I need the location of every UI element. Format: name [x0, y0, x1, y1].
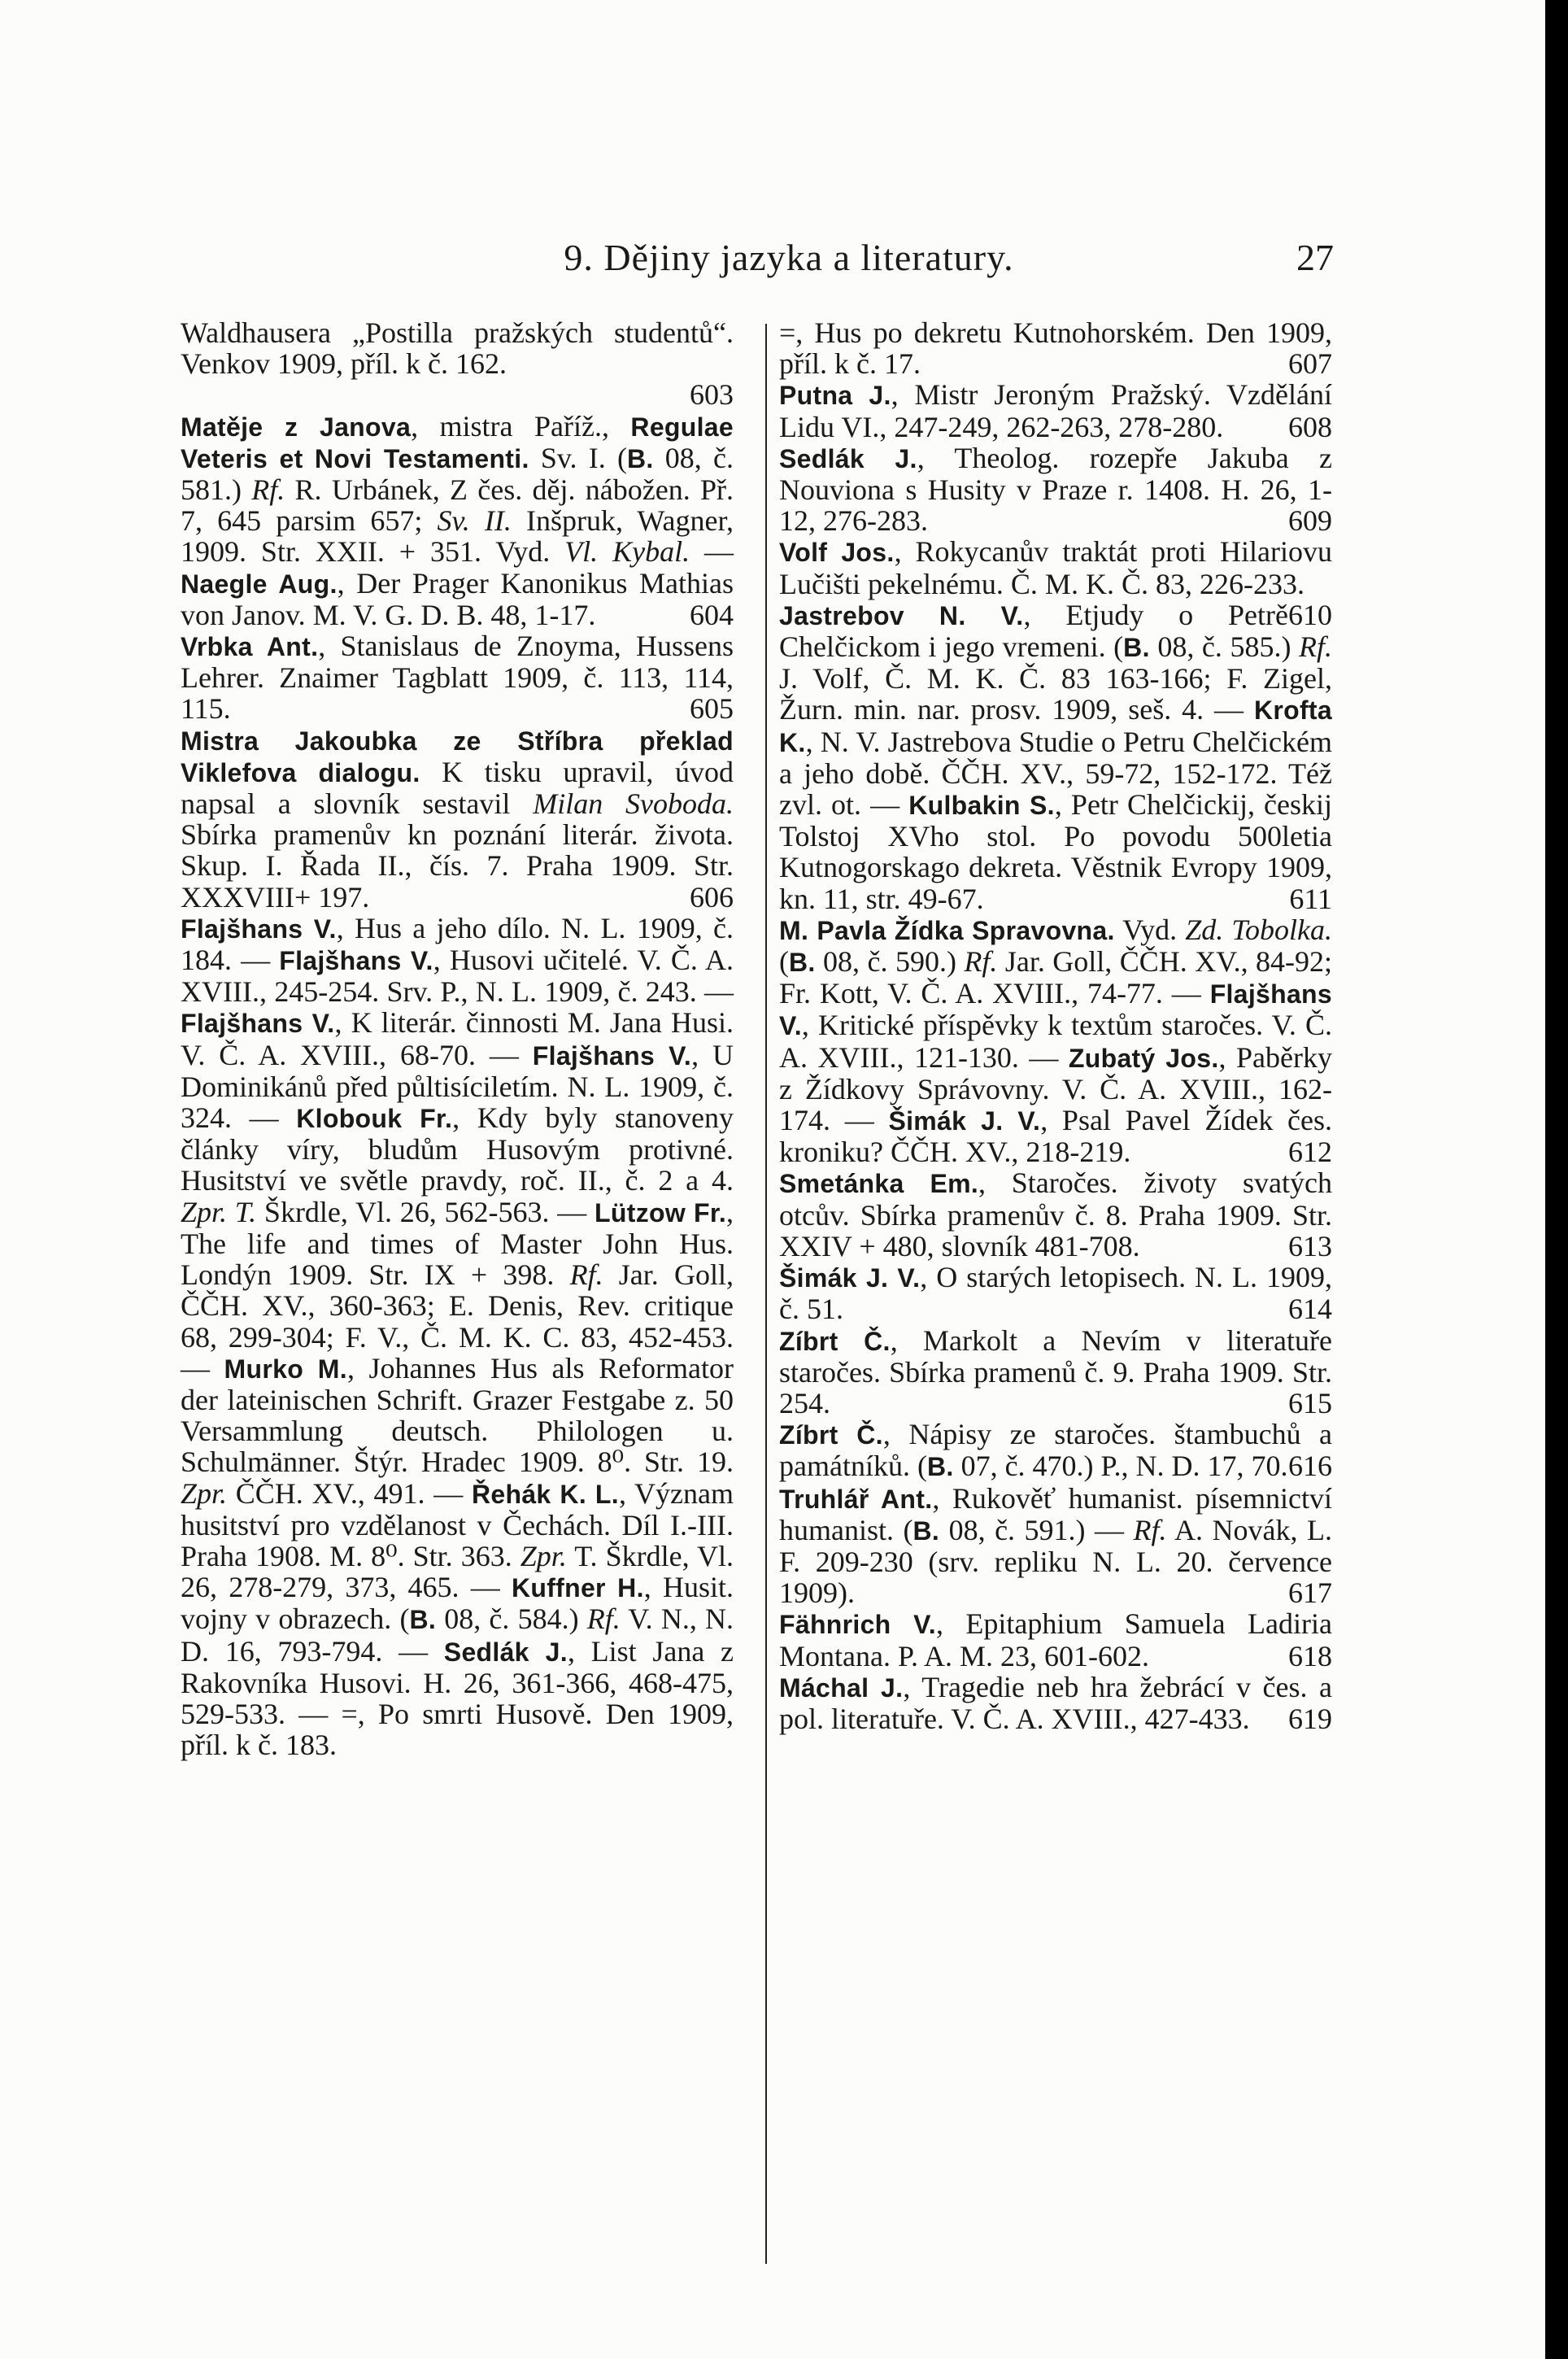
entry-611	[779, 600, 1332, 914]
entry-number: 618	[1288, 1639, 1332, 1672]
bib-ref: B.	[409, 1605, 437, 1635]
author-name: Jastrebov N. V.	[779, 600, 1024, 630]
entry-602-continuation	[181, 317, 734, 411]
work-title: Regulae Veteris et Novi Testamenti.	[181, 412, 734, 473]
bib-ref: B.	[789, 948, 816, 978]
entry-text: , Rukověť humanist. písemnictví humanist. (	[779, 1481, 1333, 1546]
work-title: M. Pavla Žídka Spravovna.	[779, 915, 1115, 945]
entry-text: , K literár. činnosti M. Jana Husi. V. Č. A. XVIII., 68-70. —	[181, 1006, 734, 1071]
entry-text: , O starých letopisech. N. L. 1909, č. 51.	[779, 1261, 1332, 1326]
author-name: Zíbrt Č.	[779, 1326, 891, 1356]
entry-616	[779, 1419, 1332, 1482]
bib-ref: B.	[1123, 633, 1150, 663]
entry-613	[779, 1167, 1332, 1262]
entry-text: , Tragedie neb hra žebrácí v čes. a pol. literatuře. V. Č. A. XVIII., 427-433.	[779, 1670, 1333, 1735]
rf-abbrev: Rf.	[586, 1602, 621, 1636]
entry-number: 614	[1288, 1293, 1332, 1326]
entry-text: Sv. I. (	[529, 441, 627, 474]
left-column	[181, 317, 734, 1760]
entry-text: , Kdy byly stanoveny články víry, bludům Husovým protivné. Husitství ve světle pravdy, roč. II., č. 2 a 4.	[181, 1101, 734, 1197]
author-name: Kulbakin S.	[908, 791, 1055, 821]
entry-text: , Husit. vojny v obrazech. (	[181, 1571, 734, 1636]
entry-605	[181, 630, 734, 725]
editor-italic: Vl. Kybal.	[564, 535, 690, 569]
entry-text: , Epitaphium Samuela Ladiria Montana. P. A. M. 23, 601-602.	[779, 1607, 1332, 1672]
author-name: Kuffner H.	[511, 1573, 644, 1603]
entry-text: J. Volf, Č. M. K. Č. 83 163-166; F. Zigel, Žurn. min. nar. prosv. 1909, seš. 4. —	[779, 662, 1332, 726]
entry-615	[779, 1325, 1332, 1419]
entry-text: Jar. Goll, ČČH. XV., 84-92; Fr. Kott, V. Č. A. XVIII., 74-77. —	[779, 945, 1333, 1010]
entry-text: , Kritické příspěvky k textům staročes. V. Č. A. XVIII., 121-130. —	[779, 1009, 1332, 1074]
entry-text: , Nápisy ze staročes. štambuchů a památníků. (	[779, 1418, 1333, 1483]
work-title: Mistra Jakoubka ze Stříbra překlad Viklefova dialogu.	[181, 726, 734, 787]
entry-text: Jar. Goll, ČČH. XV., 360-363; E. Denis, Rev. critique 68, 299-304; F. V., Č. M. K. C. 83, 452-453. —	[181, 1258, 734, 1384]
chapter-title: 9. Dějiny jazyka a literatury.	[564, 237, 1014, 278]
rf-abbrev: Rf.	[569, 1258, 603, 1292]
author-name: Flajšhans V.	[532, 1040, 692, 1070]
entry-number: 613	[1288, 1229, 1332, 1262]
entry-text: , U Dominikánů před půltisíciletím. N. L. 1909, č. 324. —	[181, 1038, 734, 1135]
entry-number: 617	[1288, 1576, 1332, 1610]
entry-619	[779, 1672, 1332, 1734]
rf-abbrev: Rf.	[964, 945, 998, 979]
volume-italic: Sv. II.	[437, 504, 512, 538]
editor-italic: Zd. Tobolka.	[1185, 913, 1333, 946]
entry-text: Sbírka pramenův kn poznání literár. života. Skup. I. Řada II., čís. 7. Praha 1909. Str. XXXVIII+ 197.	[181, 818, 734, 914]
rf-abbrev: Rf.	[1299, 630, 1333, 664]
entry-612	[779, 914, 1332, 1168]
entry-text: K tisku upravil, úvod napsal a slovník sestavil	[181, 755, 734, 821]
entry-number: 607	[1288, 347, 1332, 381]
entry-text: , Theolog. rozepře Jakuba z Nouviona s Husity v Praze r. 1408. H. 26, 1-12, 276-283.	[779, 441, 1332, 538]
entry-text: —	[690, 535, 734, 569]
author-name: Zíbrt Č.	[779, 1420, 883, 1450]
entry-text: , mistra Paříž.,	[411, 409, 631, 443]
entry-604	[181, 411, 734, 630]
zpr-abbrev: Zpr. T.	[181, 1195, 257, 1228]
editor-italic: Milan Svoboda.	[533, 787, 734, 821]
entry-text: Vyd.	[1114, 913, 1186, 946]
author-name: Truhlář Ant.	[779, 1484, 933, 1514]
entry-number: 616	[1288, 1450, 1332, 1483]
author-name: Sedlák J.	[779, 443, 917, 473]
author-name: Zubatý Jos.	[1068, 1043, 1219, 1073]
author-name: Smetánka Em.	[779, 1169, 979, 1199]
author-name: Flajšhans V.	[181, 1009, 335, 1039]
entry-text: , Rokycanův traktát proti Hilariovu Lučišti pekelnému. Č. M. K. Č. 83, 226-233.	[779, 535, 1332, 600]
entry-607	[181, 913, 734, 1760]
entry-text: , Etjudy o Petrě Chelčickom i jego vremeni. (	[779, 598, 1289, 664]
author-name: Šimák J. V.	[779, 1263, 921, 1293]
author-name: Lützow Fr.	[595, 1197, 727, 1227]
entry-text: , Význam husitství pro vzdělanost v Čechách. Díl I.-III. Praha 1908. M. 8⁰. Str. 363.	[181, 1476, 734, 1572]
entry-609	[779, 443, 1332, 537]
page-number: 27	[1296, 237, 1334, 278]
entry-614	[779, 1262, 1332, 1324]
entry-text: T. Škrdle, Vl. 26, 278-279, 373, 465. —	[181, 1539, 734, 1604]
entry-617	[779, 1483, 1332, 1609]
entry-text: 08, č. 591.) —	[939, 1513, 1134, 1546]
entry-text: 08, č. 585.)	[1149, 630, 1300, 664]
entry-number: 610	[1288, 598, 1332, 631]
author-name: Volf Jos.	[779, 538, 895, 568]
author-name: Klobouk Fr.	[296, 1104, 453, 1134]
entry-number: 609	[1288, 504, 1332, 538]
entry-text: , Psal Pavel Žídek čes. kroniku? ČČH. XV., 218-219.	[779, 1104, 1332, 1169]
entry-text: , Stanislaus de Znoyma, Hussens Lehrer. Znaimer Tagblatt 1909, č. 113, 114, 115.	[181, 630, 734, 726]
entry-text: , Markolt a Nevím v literatuře staročes. Sbírka pramenů č. 9. Praha 1909. Str. 254.	[779, 1323, 1333, 1419]
author-name: Putna J.	[779, 381, 891, 411]
entry-text: Inšpruk, Wagner, 1909. Str. XXII. + 351. Vyd.	[181, 504, 734, 569]
entry-607-continuation	[779, 317, 1332, 379]
bib-ref: B.	[926, 1452, 954, 1482]
entry-text: Škrdle, Vl. 26, 562-563. —	[256, 1195, 595, 1228]
author-name: Matěje z Janova	[181, 412, 412, 442]
entry-number: 608	[1288, 410, 1332, 443]
entry-number: 606	[690, 880, 734, 914]
zpr-abbrev: Zpr.	[520, 1539, 567, 1572]
entry-number: 619	[1288, 1702, 1332, 1735]
entry-text: 08, č. 590.)	[815, 945, 965, 979]
column-divider	[765, 324, 767, 2264]
running-header	[244, 236, 1334, 301]
entry-number: 604	[690, 598, 734, 631]
author-name: Máchal J.	[779, 1672, 904, 1703]
entry-text: , The life and times of Master John Hus. Londýn 1909. Str. IX + 398.	[181, 1195, 734, 1292]
entry-text: , Husovi učitelé. V. Č. A. XVIII., 245-254. Srv. P., N. L. 1909, č. 243. —	[181, 944, 734, 1009]
entry-number: 611	[1289, 882, 1332, 915]
entry-text: , List Jana z Rakovníka Husovi. H. 26, 361-366, 468-475, 529-533. — =, Po smrti Husově. Den 1909, příl. k č. 183.	[181, 1634, 734, 1762]
author-name: Flajšhans V.	[279, 946, 433, 976]
entry-text: , Der Prager Kanonikus Mathias von Janov. M. V. G. D. B. 48, 1-17.	[181, 566, 734, 631]
author-name: Šimák J. V.	[888, 1106, 1041, 1136]
author-name: Murko M.	[224, 1354, 347, 1384]
entry-text: R. Urbánek, Z čes. děj. nábožen. Př. 7, 645 parsim 657;	[181, 473, 734, 538]
entry-text: , Staročes. životy svatých otcův. Sbírka pramenův č. 8. Praha 1909. Str. XXIV + 480, slovník 481-708.	[779, 1166, 1332, 1262]
author-name: Naegle Aug.	[181, 569, 338, 599]
entry-number: 612	[1288, 1136, 1332, 1169]
entry-text: =, Hus po dekretu Kutnohorském. Den 1909, příl. k č. 17.	[779, 316, 1332, 381]
author-name: Flajšhans V.	[181, 914, 337, 944]
author-name: Krofta K.	[779, 695, 1332, 757]
zpr-abbrev: Zpr.	[181, 1476, 228, 1510]
entry-text: 07, č. 470.) P., N. D. 17, 70.	[953, 1450, 1288, 1483]
author-name: Řehák K. L.	[471, 1479, 619, 1509]
author-name: Fähnrich V.	[779, 1610, 936, 1640]
author-name: Flajšhans V.	[779, 979, 1332, 1041]
entry-text: 08, č. 581.)	[181, 441, 734, 507]
entry-text: , Johannes Hus als Reformator der lateinischen Schrift. Grazer Festgabe z. 50 Versammlung deutsch. Philologen u. Schulmänner. Štýr. Hradec 1909. 8⁰. Str. 19.	[181, 1351, 734, 1479]
entry-608	[779, 379, 1332, 442]
rf-abbrev: Rf.	[1133, 1513, 1167, 1546]
entry-text: 08, č. 584.)	[436, 1602, 587, 1636]
entry-text: , Petr Chelčickij, českij Tolstoj XVho stol. Po povodu 500letia Kutnogorskago dekreta. Věstnik Evropy 1909, kn. 11, str. 49-67.	[779, 788, 1333, 915]
rf-abbrev: Rf.	[251, 473, 285, 507]
entry-text: , N. V. Jastrebova Studie o Petru Chelčickém a jeho době. ČČH. XV., 59-72, 152-172. Též zvl. ot. —	[779, 725, 1332, 822]
entry-text: , Mistr Jeroným Pražský. Vzdělání Lidu VI., 247-249, 262-263, 278-280.	[779, 378, 1332, 443]
entry-text: V. N., N. D. 16, 793-794. —	[181, 1602, 734, 1668]
entry-number: 603	[690, 378, 734, 412]
author-name: Vrbka Ant.	[181, 632, 319, 662]
entry-text: Waldhausera „Postilla pražských studentů“. Venkov 1909, příl. k č. 162.	[181, 316, 734, 381]
entry-606	[181, 725, 734, 913]
entry-text: (	[779, 945, 789, 979]
entry-number: 605	[690, 692, 734, 726]
right-column	[779, 317, 1332, 1734]
bib-ref: B.	[626, 443, 654, 473]
entry-text: , Hus a jeho dílo. N. L. 1909, č. 184. —	[181, 911, 734, 977]
entry-text: ČČH. XV., 491. —	[227, 1476, 472, 1510]
author-name: Sedlák J.	[443, 1637, 568, 1667]
entry-618	[779, 1608, 1332, 1671]
bib-ref: B.	[912, 1515, 940, 1546]
entry-text: A. Novák, L. F. 209-230 (srv. repliku N. L. 20. července 1909).	[779, 1513, 1333, 1610]
entry-text: , Paběrky z Žídkovy Správovny. V. Č. A. XVIII., 162-174. —	[779, 1040, 1332, 1137]
entry-number: 615	[1288, 1386, 1332, 1419]
